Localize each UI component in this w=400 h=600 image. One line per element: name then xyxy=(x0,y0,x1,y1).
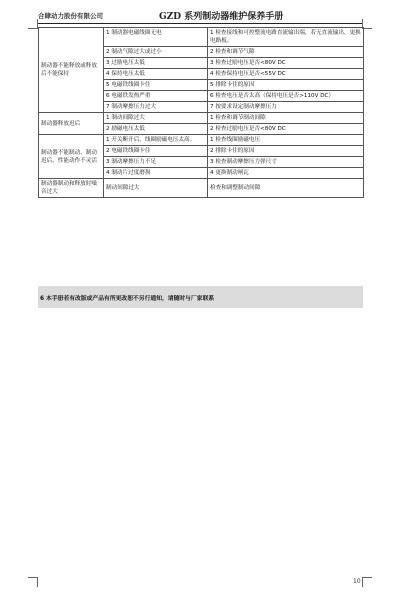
table-row xyxy=(39,28,364,47)
page-number: 10 xyxy=(353,578,361,585)
page-header xyxy=(38,8,363,24)
header-rule xyxy=(38,23,363,24)
company-name: 合肆动力股份有限公司 xyxy=(38,12,103,20)
remedy-cell: 2 检查过励电压是否<80V DC xyxy=(208,124,364,135)
remedy-cell: 4 更换制动闸瓦 xyxy=(208,168,364,179)
remedy-cell: 3 检查过励电压是否<80V DC xyxy=(208,58,364,69)
cause-cell: 4 保持电压太低 xyxy=(104,69,208,80)
remedy-cell: 1 检查和调节制动间隙 xyxy=(208,113,364,124)
crop-mark-bottom-right xyxy=(362,577,372,587)
cause-cell: 1 制动间隙过大 xyxy=(104,113,208,124)
manual-title: GZD 系列制动器维护保养手册 xyxy=(159,12,284,22)
cause-cell: 5 电磁铁线圈卡住 xyxy=(104,80,208,91)
remedy-cell: 检查和调整制动间隙 xyxy=(208,179,364,198)
table-row xyxy=(39,135,364,146)
cause-cell: 3 制动摩擦压力不足 xyxy=(104,157,208,168)
crop-mark-bottom-left xyxy=(28,577,38,587)
cause-cell: 4 制动片过度磨损 xyxy=(104,168,208,179)
remedy-cell: 2 检查和调节气隙 xyxy=(208,47,364,58)
revision-note-text: 6 本手册若有改版或产品有所更改恕不另行通知，请随时与厂家联系 xyxy=(40,296,215,302)
cause-cell: 6 电磁铁发热严重 xyxy=(104,91,208,102)
remedy-cell: 1 检查接线和可控整流电路直流输出端，若无直流输出，更换电路板。 xyxy=(208,28,364,47)
cause-cell: 2 制动气隙过大或过小 xyxy=(104,47,208,58)
cause-cell: 2 励磁电压太低 xyxy=(104,124,208,135)
table-row xyxy=(39,179,364,198)
cause-cell: 7 制动摩擦压力过大 xyxy=(104,102,208,113)
remedy-cell: 6 检查电压是否太高（保持电压是否>110V DC） xyxy=(208,91,364,102)
symptom-cell: 制动器不能制动、制动迟后、性能动作不灵活 xyxy=(39,135,104,179)
cause-cell: 3 过励电压太低 xyxy=(104,58,208,69)
remedy-cell: 1 检查线圈励磁电压 xyxy=(208,135,364,146)
symptom-cell: 制动器制动和释放时噪音过大 xyxy=(39,179,104,198)
crop-mark-top-left xyxy=(28,19,38,29)
remedy-cell: 3 检查制动摩擦压力弹尺寸 xyxy=(208,157,364,168)
revision-note xyxy=(38,286,363,308)
symptom-cell: 制动器释放迟后 xyxy=(39,113,104,135)
cause-cell: 2 电磁铁线圈卡住 xyxy=(104,146,208,157)
cause-cell: 1 制动器电磁线圈无电 xyxy=(104,28,208,47)
symptom-cell: 制动器不能释放或释放后不能保持 xyxy=(39,28,104,113)
cause-cell: 1 开关断开后，线圈励磁电压太高。 xyxy=(104,135,208,146)
remedy-cell: 5 排除卡住的原因 xyxy=(208,80,364,91)
troubleshooting-table xyxy=(38,27,364,198)
cause-cell: 制动间隙过大 xyxy=(104,179,208,198)
remedy-cell: 7 按要求设定制动摩擦压力 xyxy=(208,102,364,113)
remedy-cell: 4 检查保持电压是否<55V DC xyxy=(208,69,364,80)
remedy-cell: 2 排除卡住的原因 xyxy=(208,146,364,157)
table-row xyxy=(39,113,364,124)
